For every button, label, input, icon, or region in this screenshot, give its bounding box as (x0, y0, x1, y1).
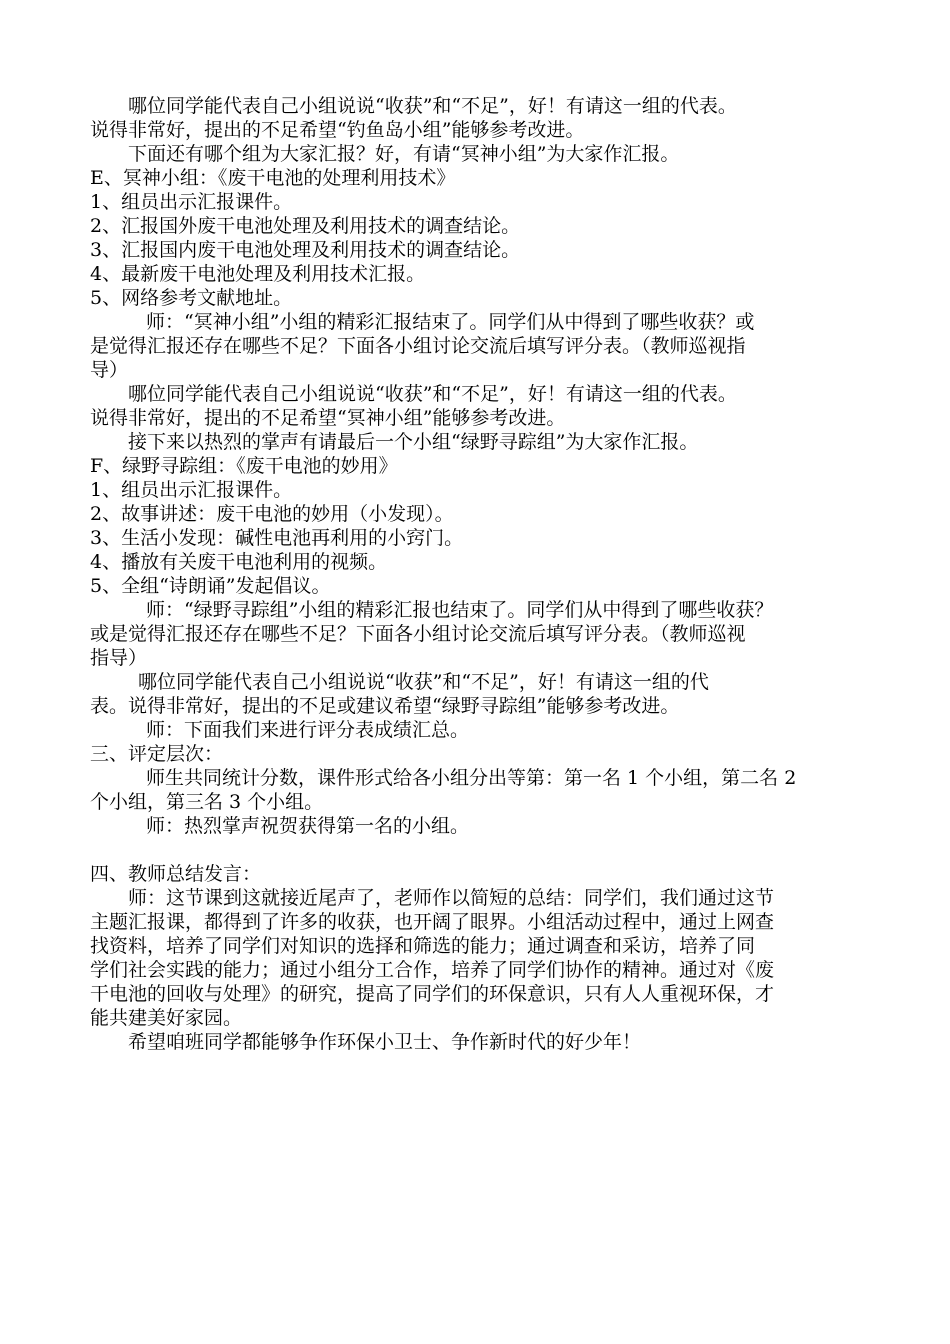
text-line: 能共建美好家园。 (90, 1007, 243, 1029)
list-item: 1、组员出示汇报课件。 (90, 479, 293, 501)
blank-line (90, 838, 875, 862)
text-line: 找资料，培养了同学们对知识的选择和筛选的能力；通过调查和采访，培养了同 (90, 935, 756, 957)
list-item: 4、播放有关废干电池利用的视频。 (90, 551, 388, 573)
list-item: 5、全组“诗朗诵”发起倡议。 (90, 575, 331, 597)
list-item: 3、汇报国内废干电池处理及利用技术的调查结论。 (90, 239, 521, 261)
text-line: 说得非常好，提出的不足希望“钓鱼岛小组”能够参考改进。 (90, 119, 585, 141)
text-line: 师：“冥神小组”小组的精彩汇报结束了。同学们从中得到了哪些收获？或 (146, 311, 755, 333)
text-line: 师：这节课到这就接近尾声了，老师作以简短的总结：同学们，我们通过这节 (128, 887, 775, 909)
text-line: 下面还有哪个组为大家汇报？好，有请“冥神小组”为大家作汇报。 (128, 143, 680, 165)
text-line: 师：“绿野寻踪组”小组的精彩汇报也结束了。同学们从中得到了哪些收获？ (146, 599, 774, 621)
text-line: 或是觉得汇报还存在哪些不足？下面各小组讨论交流后填写评分表。（教师巡视 (90, 623, 746, 645)
text-line: 接下来以热烈的掌声有请最后一个小组“绿野寻踪组”为大家作汇报。 (128, 431, 699, 453)
text-line: 表。说得非常好，提出的不足或建议希望“绿野寻踪组”能够参考改进。 (90, 695, 680, 717)
text-line: 哪位同学能代表自己小组说说“收获”和“不足”，好！有请这一组的代表。 (128, 383, 737, 405)
section-heading: E、冥神小组：《废干电池的处理利用技术》 (90, 167, 456, 189)
text-line: 希望咱班同学都能够争作环保小卫士、争作新时代的好少年！ (128, 1031, 642, 1053)
list-item: 5、网络参考文献地址。 (90, 287, 293, 309)
section-heading: 三、评定层次： (90, 743, 224, 765)
list-item: 3、生活小发现：碱性电池再利用的小窍门。 (90, 527, 464, 549)
text-line: 主题汇报课，都得到了许多的收获，也开阔了眼界。小组活动过程中，通过上网查 (90, 911, 775, 933)
document-body (90, 94, 875, 1054)
text-line: 个小组，第三名 3 个小组。 (90, 791, 324, 813)
text-line: 导） (90, 359, 129, 381)
text-line: 师生共同统计分数，课件形式给各小组分出等第：第一名 1 个小组，第二名 2 (146, 767, 797, 789)
list-item: 4、最新废干电池处理及利用技术汇报。 (90, 263, 426, 285)
text-line: 师：热烈掌声祝贺获得第一名的小组。 (146, 815, 470, 837)
text-line: 师：下面我们来进行评分表成绩汇总。 (146, 719, 470, 741)
text-line: 哪位同学能代表自己小组说说“收获”和“不足”，好！有请这一组的代 (138, 671, 709, 693)
text-line: 说得非常好，提出的不足希望“冥神小组”能够参考改进。 (90, 407, 566, 429)
text-line: 是觉得汇报还存在哪些不足？下面各小组讨论交流后填写评分表。（教师巡视指 (90, 335, 746, 357)
list-item: 1、组员出示汇报课件。 (90, 191, 293, 213)
text-line: 干电池的回收与处理》的研究，提高了同学们的环保意识，只有人人重视环保，才 (90, 983, 775, 1005)
text-line: 学们社会实践的能力；通过小组分工合作，培养了同学们协作的精神。通过对《废 (90, 959, 775, 981)
section-heading: 四、教师总结发言： (90, 863, 262, 885)
list-item: 2、汇报国外废干电池处理及利用技术的调查结论。 (90, 215, 521, 237)
section-heading: F、绿野寻踪组：《废干电池的妙用》 (90, 455, 398, 477)
text-line: 哪位同学能代表自己小组说说“收获”和“不足”，好！有请这一组的代表。 (128, 95, 737, 117)
text-line: 指导） (90, 647, 148, 669)
list-item: 2、故事讲述：废干电池的妙用（小发现）。 (90, 503, 454, 525)
